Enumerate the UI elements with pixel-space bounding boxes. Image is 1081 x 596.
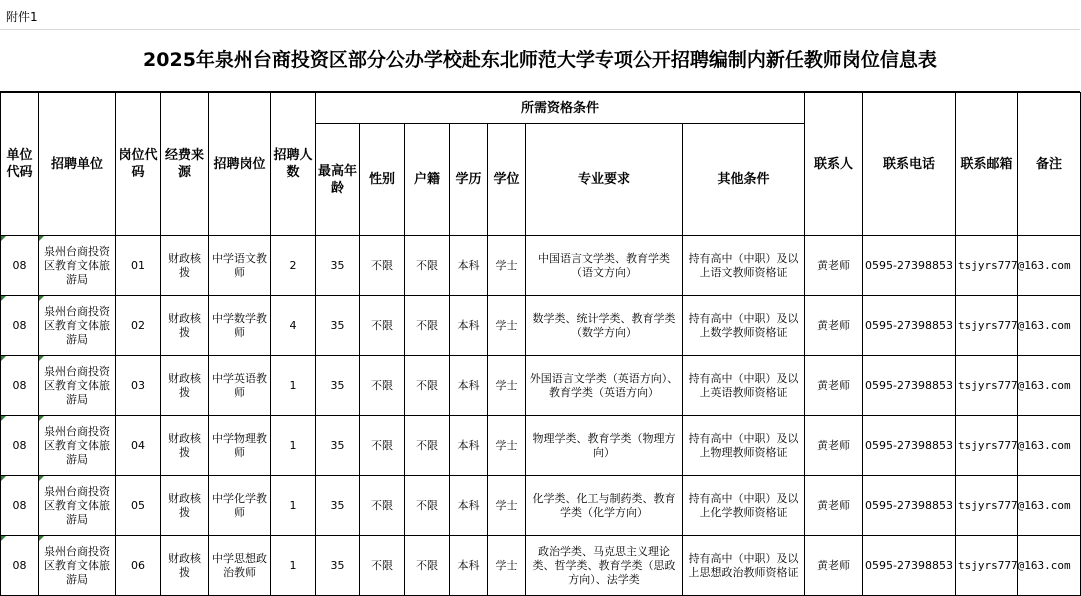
cell-education: 本科 <box>450 356 488 416</box>
cell-post-code: 04 <box>116 416 161 476</box>
cell-hukou: 不限 <box>405 476 450 536</box>
cell-email: tsjyrs777@163.com <box>956 356 1018 416</box>
attachment-row <box>0 0 1080 30</box>
cell-unit: 泉州台商投资区教育文体旅游局 <box>39 416 116 476</box>
cell-major: 中国语言文学类、教育学类（语文方向） <box>526 236 683 296</box>
cell-unit: 泉州台商投资区教育文体旅游局 <box>39 356 116 416</box>
cell-degree: 学士 <box>488 236 526 296</box>
cell-unit-code: 08 <box>1 236 39 296</box>
cell-gender: 不限 <box>360 416 405 476</box>
cell-post: 中学语文教师 <box>209 236 271 296</box>
cell-count: 1 <box>271 416 316 476</box>
cell-education: 本科 <box>450 476 488 536</box>
header-funding: 经费来源 <box>161 93 209 236</box>
cell-hukou: 不限 <box>405 296 450 356</box>
cell-unit-code: 08 <box>1 536 39 596</box>
cell-degree: 学士 <box>488 356 526 416</box>
cell-post: 中学英语教师 <box>209 356 271 416</box>
cell-major: 化学类、化工与制药类、教育学类（化学方向） <box>526 476 683 536</box>
cell-max-age: 35 <box>316 416 360 476</box>
cell-max-age: 35 <box>316 356 360 416</box>
cell-major: 数学类、统计学类、教育学类（数学方向） <box>526 296 683 356</box>
cell-hukou: 不限 <box>405 356 450 416</box>
header-major: 专业要求 <box>526 124 683 236</box>
cell-max-age: 35 <box>316 296 360 356</box>
cell-unit: 泉州台商投资区教育文体旅游局 <box>39 536 116 596</box>
table-row <box>1 296 1081 356</box>
cell-funding: 财政核拨 <box>161 416 209 476</box>
cell-hukou: 不限 <box>405 536 450 596</box>
cell-other: 持有高中（中职）及以上语文教师资格证 <box>683 236 805 296</box>
cell-phone: 0595-27398853 <box>863 536 956 596</box>
cell-funding: 财政核拨 <box>161 296 209 356</box>
cell-contact: 黄老师 <box>805 416 863 476</box>
cell-email: tsjyrs777@163.com <box>956 416 1018 476</box>
cell-degree: 学士 <box>488 476 526 536</box>
cell-post-code: 03 <box>116 356 161 416</box>
page-title: 2025年泉州台商投资区部分公办学校赴东北师范大学专项公开招聘编制内新任教师岗位信息表 <box>0 30 1080 92</box>
cell-post-code: 02 <box>116 296 161 356</box>
header-post: 招聘岗位 <box>209 93 271 236</box>
header-remark: 备注 <box>1018 93 1081 236</box>
cell-phone: 0595-27398853 <box>863 236 956 296</box>
cell-other: 持有高中（中职）及以上化学教师资格证 <box>683 476 805 536</box>
header-qualifications: 所需资格条件 <box>316 93 805 124</box>
header-gender: 性别 <box>360 124 405 236</box>
header-phone: 联系电话 <box>863 93 956 236</box>
header-unit: 招聘单位 <box>39 93 116 236</box>
cell-count: 1 <box>271 536 316 596</box>
cell-post-code: 06 <box>116 536 161 596</box>
cell-phone: 0595-27398853 <box>863 356 956 416</box>
cell-education: 本科 <box>450 536 488 596</box>
cell-funding: 财政核拨 <box>161 476 209 536</box>
table-row <box>1 236 1081 296</box>
table-row <box>1 416 1081 476</box>
cell-contact: 黄老师 <box>805 536 863 596</box>
attachment-label: 附件1 <box>6 10 38 24</box>
cell-post-code: 05 <box>116 476 161 536</box>
header-row-1 <box>1 93 1081 124</box>
header-education: 学历 <box>450 124 488 236</box>
cell-count: 1 <box>271 356 316 416</box>
header-contact: 联系人 <box>805 93 863 236</box>
cell-count: 1 <box>271 476 316 536</box>
cell-hukou: 不限 <box>405 236 450 296</box>
cell-unit: 泉州台商投资区教育文体旅游局 <box>39 236 116 296</box>
cell-contact: 黄老师 <box>805 236 863 296</box>
header-degree: 学位 <box>488 124 526 236</box>
cell-unit-code: 08 <box>1 296 39 356</box>
cell-post: 中学数学教师 <box>209 296 271 356</box>
cell-major: 物理学类、教育学类（物理方向） <box>526 416 683 476</box>
header-email: 联系邮箱 <box>956 93 1018 236</box>
cell-gender: 不限 <box>360 356 405 416</box>
cell-contact: 黄老师 <box>805 476 863 536</box>
cell-count: 2 <box>271 236 316 296</box>
table-row <box>1 476 1081 536</box>
cell-post: 中学思想政治教师 <box>209 536 271 596</box>
header-count: 招聘人数 <box>271 93 316 236</box>
cell-funding: 财政核拨 <box>161 236 209 296</box>
cell-education: 本科 <box>450 236 488 296</box>
table-row <box>1 536 1081 596</box>
job-table <box>0 92 1081 596</box>
cell-email: tsjyrs777@163.com <box>956 476 1018 536</box>
cell-education: 本科 <box>450 416 488 476</box>
header-post-code: 岗位代码 <box>116 93 161 236</box>
cell-contact: 黄老师 <box>805 356 863 416</box>
cell-degree: 学士 <box>488 416 526 476</box>
cell-other: 持有高中（中职）及以上物理教师资格证 <box>683 416 805 476</box>
cell-other: 持有高中（中职）及以上思想政治教师资格证 <box>683 536 805 596</box>
cell-unit-code: 08 <box>1 416 39 476</box>
cell-email: tsjyrs777@163.com <box>956 536 1018 596</box>
table-row <box>1 356 1081 416</box>
cell-unit-code: 08 <box>1 476 39 536</box>
cell-other: 持有高中（中职）及以上英语教师资格证 <box>683 356 805 416</box>
cell-post: 中学化学教师 <box>209 476 271 536</box>
cell-major: 外国语言文学类（英语方向）、教育学类（英语方向） <box>526 356 683 416</box>
header-unit-code: 单位代码 <box>1 93 39 236</box>
header-hukou: 户籍 <box>405 124 450 236</box>
cell-email: tsjyrs777@163.com <box>956 236 1018 296</box>
cell-contact: 黄老师 <box>805 296 863 356</box>
cell-phone: 0595-27398853 <box>863 416 956 476</box>
cell-major: 政治学类、马克思主义理论类、哲学类、教育学类（思政方向）、法学类 <box>526 536 683 596</box>
cell-email: tsjyrs777@163.com <box>956 296 1018 356</box>
cell-post: 中学物理教师 <box>209 416 271 476</box>
cell-max-age: 35 <box>316 536 360 596</box>
cell-other: 持有高中（中职）及以上数学教师资格证 <box>683 296 805 356</box>
cell-post-code: 01 <box>116 236 161 296</box>
cell-education: 本科 <box>450 296 488 356</box>
cell-gender: 不限 <box>360 236 405 296</box>
cell-unit: 泉州台商投资区教育文体旅游局 <box>39 296 116 356</box>
cell-count: 4 <box>271 296 316 356</box>
cell-gender: 不限 <box>360 536 405 596</box>
cell-gender: 不限 <box>360 296 405 356</box>
cell-funding: 财政核拨 <box>161 356 209 416</box>
cell-phone: 0595-27398853 <box>863 476 956 536</box>
cell-gender: 不限 <box>360 476 405 536</box>
cell-degree: 学士 <box>488 536 526 596</box>
cell-phone: 0595-27398853 <box>863 296 956 356</box>
header-other: 其他条件 <box>683 124 805 236</box>
header-max-age: 最高年龄 <box>316 124 360 236</box>
cell-unit-code: 08 <box>1 356 39 416</box>
cell-hukou: 不限 <box>405 416 450 476</box>
cell-max-age: 35 <box>316 476 360 536</box>
cell-unit: 泉州台商投资区教育文体旅游局 <box>39 476 116 536</box>
cell-max-age: 35 <box>316 236 360 296</box>
cell-funding: 财政核拨 <box>161 536 209 596</box>
cell-degree: 学士 <box>488 296 526 356</box>
